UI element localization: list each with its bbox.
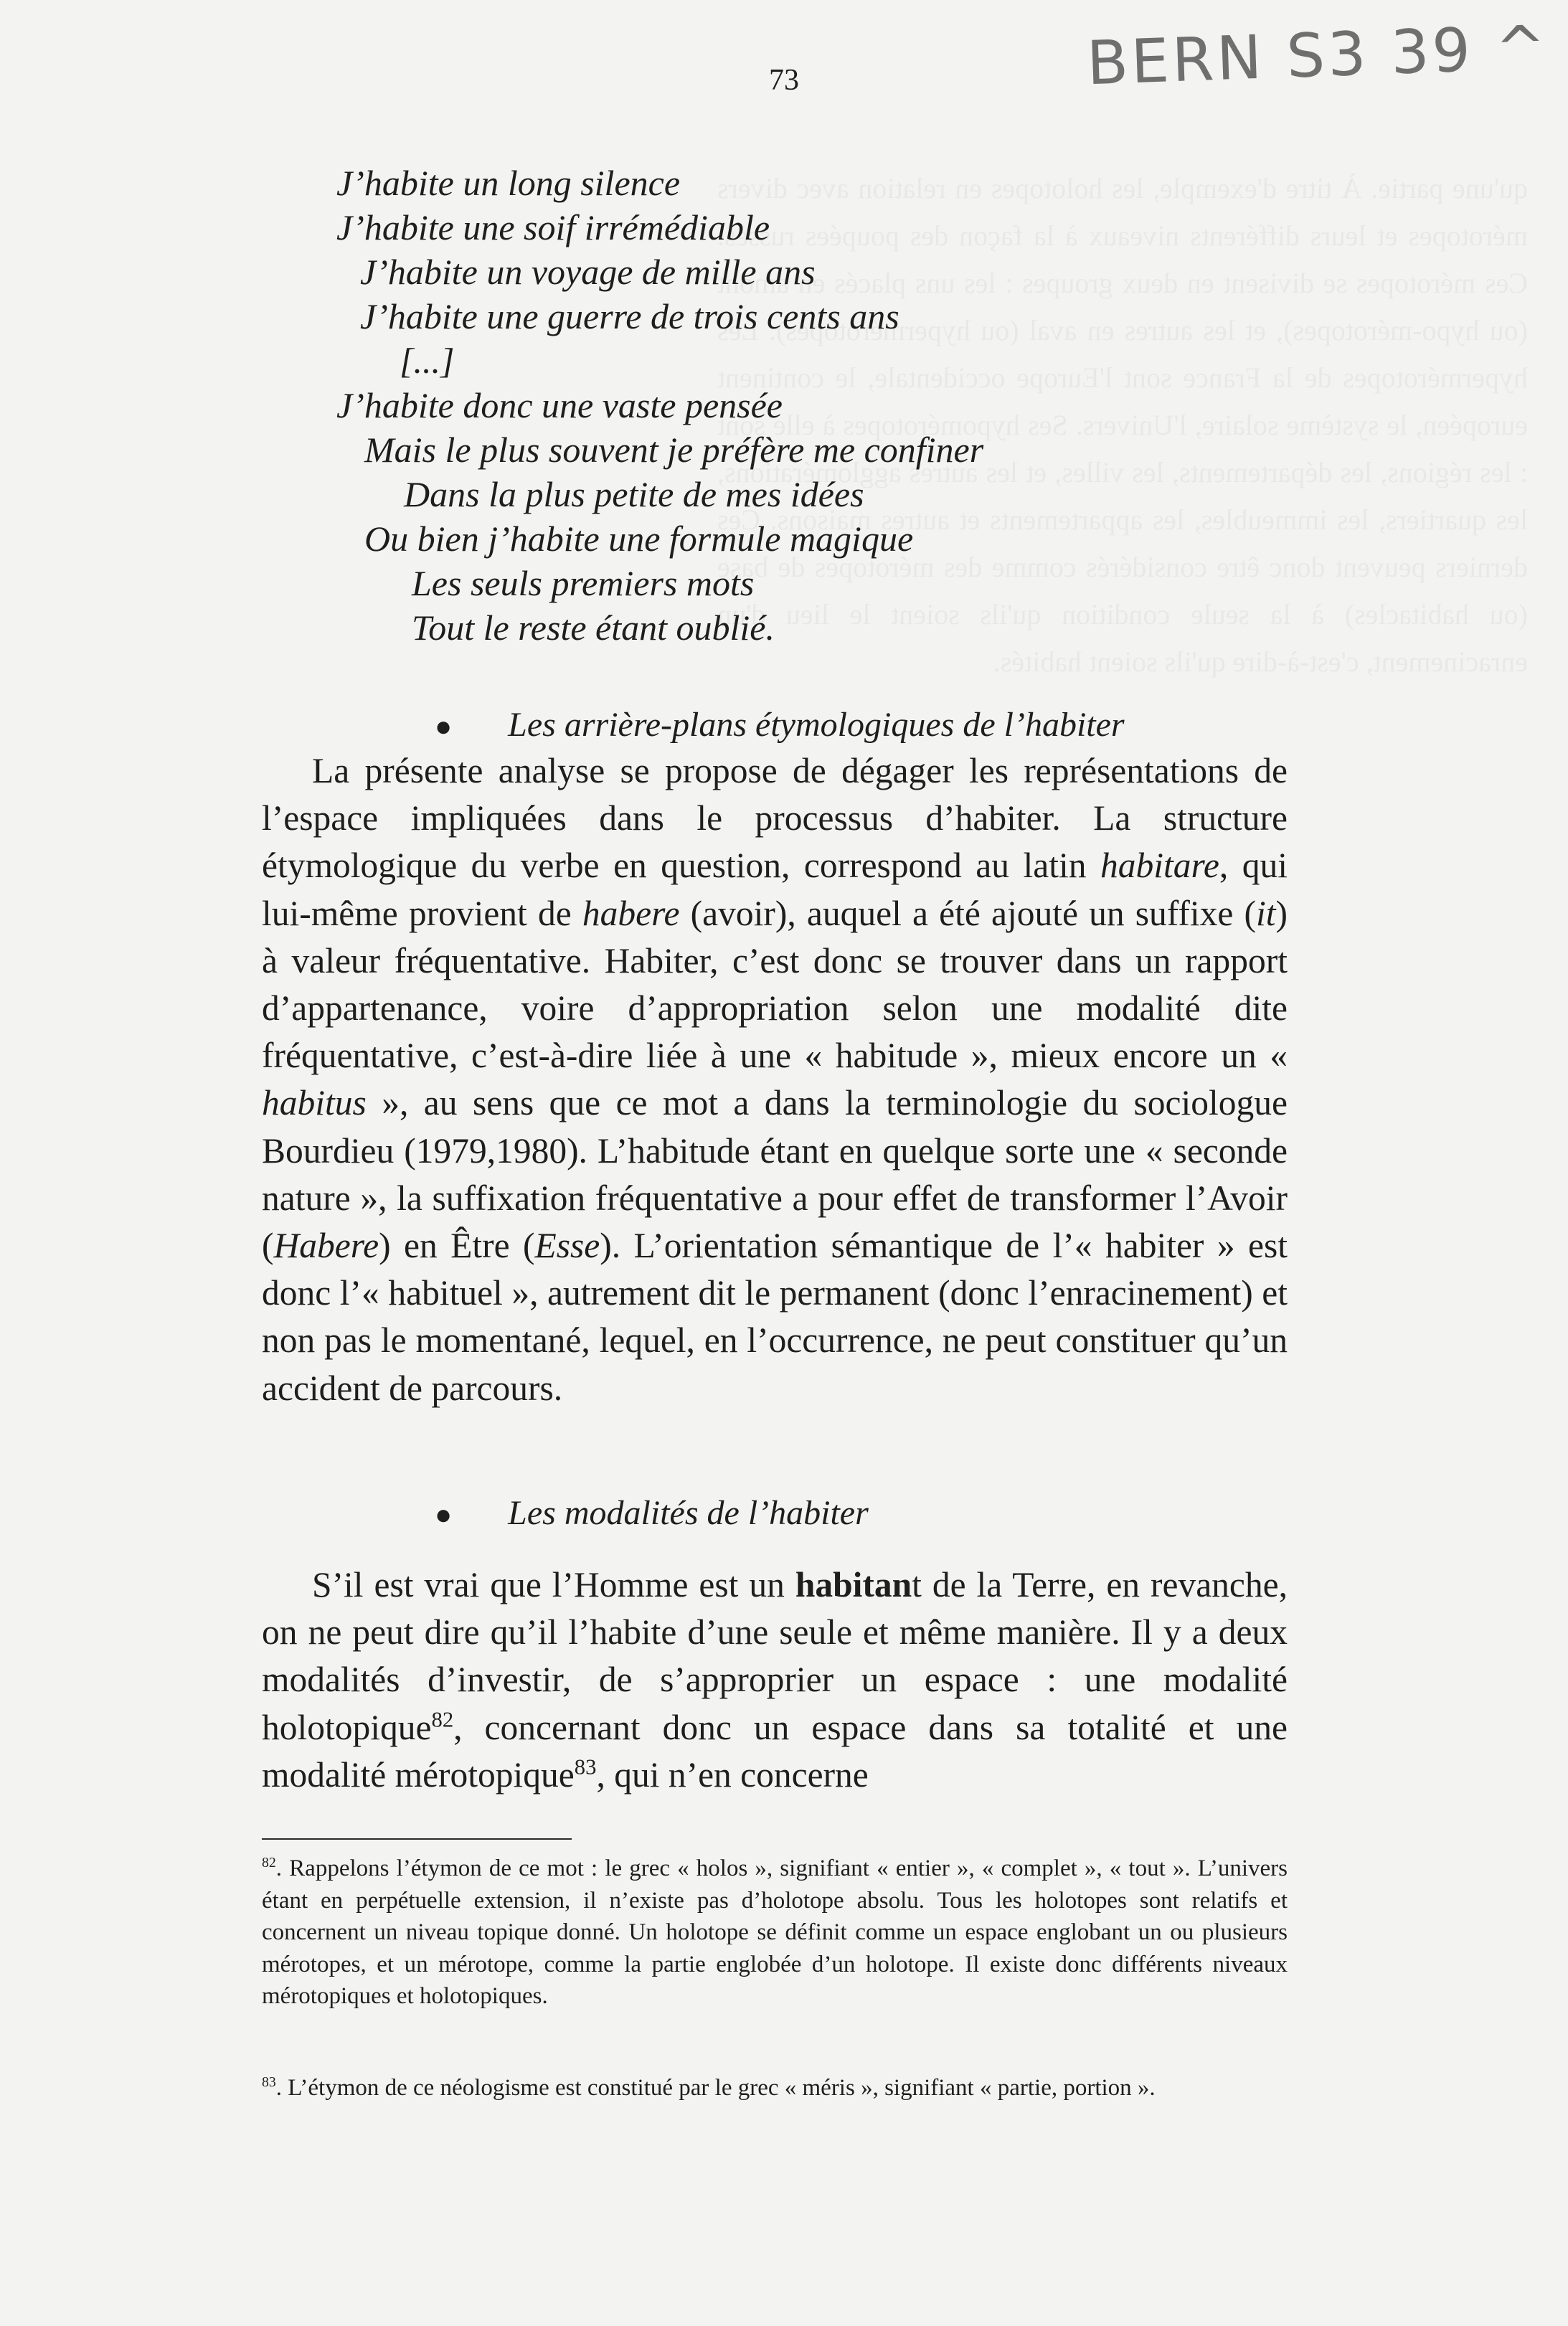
text-run: , qui lui-même provient de — [262, 846, 1288, 933]
poem-line: Ou bien j’habite une formule magique — [364, 519, 914, 559]
footnote-82 — [262, 1853, 1288, 2013]
footnote-ref-82[interactable]: 82 — [431, 1707, 454, 1732]
text-run: La présente analyse se propose de dégager les représentations de l’espace impliquées dans le processus d’habiter. La structure étymologique du verbe en question, correspond au latin — [262, 751, 1288, 886]
footnote-text: . L’étymon de ce néologisme est constitué par le grec « méris », signifiant « partie, portion ». — [275, 2075, 1156, 2101]
poem-line: Tout le reste étant oublié. — [412, 607, 775, 648]
poem-line: Les seuls premiers mots — [412, 563, 755, 603]
bold-term: habitan — [795, 1565, 912, 1604]
italic-term: Habere — [273, 1226, 379, 1266]
italic-term: Esse — [534, 1226, 600, 1266]
footnote-83 — [262, 2072, 1288, 2104]
poem-line: Dans la plus petite de mes idées — [404, 474, 864, 514]
text-run: S’il est vrai que l’Homme est un — [312, 1565, 795, 1604]
paragraph-etymology — [262, 747, 1288, 1412]
heading-text: Les modalités de l’habiter — [508, 1494, 869, 1532]
poem-line: J’habite donc une vaste pensée — [336, 385, 783, 425]
poem-line: Mais le plus souvent je préfère me confiner — [364, 430, 984, 470]
poem-ellipsis: [...] — [400, 341, 455, 381]
text-run: , concernant donc un espace dans sa totalité et une modalité mérotopique — [262, 1707, 1288, 1795]
heading-text: Les arrière-plans étymologiques de l’habiter — [508, 706, 1125, 744]
text-run: ) à valeur fréquentative. Habiter, c’est donc se trouver dans un rapport d’appartenance, voire d’appropriation selon une modalité dite fréquentative, c’est-à-dire liée à une « habitude », mieux encore un « — [262, 893, 1288, 1076]
text-run: », au sens que ce mot a dans la terminologie du sociologue Bourdieu (1979,1980). L’habitude étant en quelque sorte une « seconde nature », la suffixation fréquentative a pour effet de transformer l’Avoir ( — [262, 1083, 1288, 1266]
footnote-divider — [262, 1838, 572, 1840]
text-run: ). L’orientation sémantique de l’« habiter » est donc l’« habituel », autrement dit le permanent (donc l’enracinement) et non pas le momentané, lequel, en l’occurrence, ne peut constituer qu’un accident de parcours. — [262, 1226, 1288, 1408]
footnote-text: . Rappelons l’étymon de ce mot : le grec « holos », signifiant « entier », « complet », « tout ». L’univers étant en perpétuelle extension, il n’existe pas d’holotope absolu. Tous les holotopes sont relatifs et concernent un niveau topique donné. Un holotope se définit comme un espace englobant un ou plusieurs mérotopes, et un mérotope, comme la partie englobée d’un holotope. Il existe donc différents niveaux mérotopiques et holotopiques. — [262, 1855, 1288, 2009]
bullet-icon: ● — [435, 1498, 453, 1531]
poem-line: J’habite une guerre de trois cents ans — [360, 296, 899, 336]
text-run: (avoir), auquel a été ajouté un suffixe ( — [679, 893, 1256, 933]
italic-term: habitare — [1100, 846, 1219, 886]
poem-line: J’habite un long silence — [336, 163, 681, 203]
footnote-number: 82 — [262, 1855, 276, 1871]
text-run: t de la Terre, en revanche, on ne peut dire qu’il l’habite d’une seule et même manière. Il y a deux modalités d’investir, de s’approprier un espace : une modalité holotopique — [262, 1565, 1288, 1747]
paragraph-modalities — [262, 1561, 1288, 1799]
italic-term: it — [1256, 893, 1276, 933]
italic-term: habitus — [262, 1083, 367, 1123]
text-run: ) en Être ( — [379, 1226, 535, 1266]
bullet-icon: ● — [435, 710, 453, 742]
poem-line: J’habite une soif irrémédiable — [336, 207, 770, 247]
reverse-page-bleed — [717, 165, 1528, 686]
section-heading-etymology — [435, 705, 1125, 744]
italic-term: habere — [582, 893, 680, 933]
poem-line: J’habite un voyage de mille ans — [360, 252, 816, 292]
section-heading-modalities — [435, 1493, 869, 1533]
pencil-annotation: BERN S3 39 ^ — [1085, 11, 1550, 99]
footnote-ref-83[interactable]: 83 — [574, 1754, 597, 1779]
page-number: 73 — [769, 64, 799, 97]
text-run: , qui n’en concerne — [596, 1754, 869, 1795]
footnote-number: 83 — [262, 2074, 276, 2090]
